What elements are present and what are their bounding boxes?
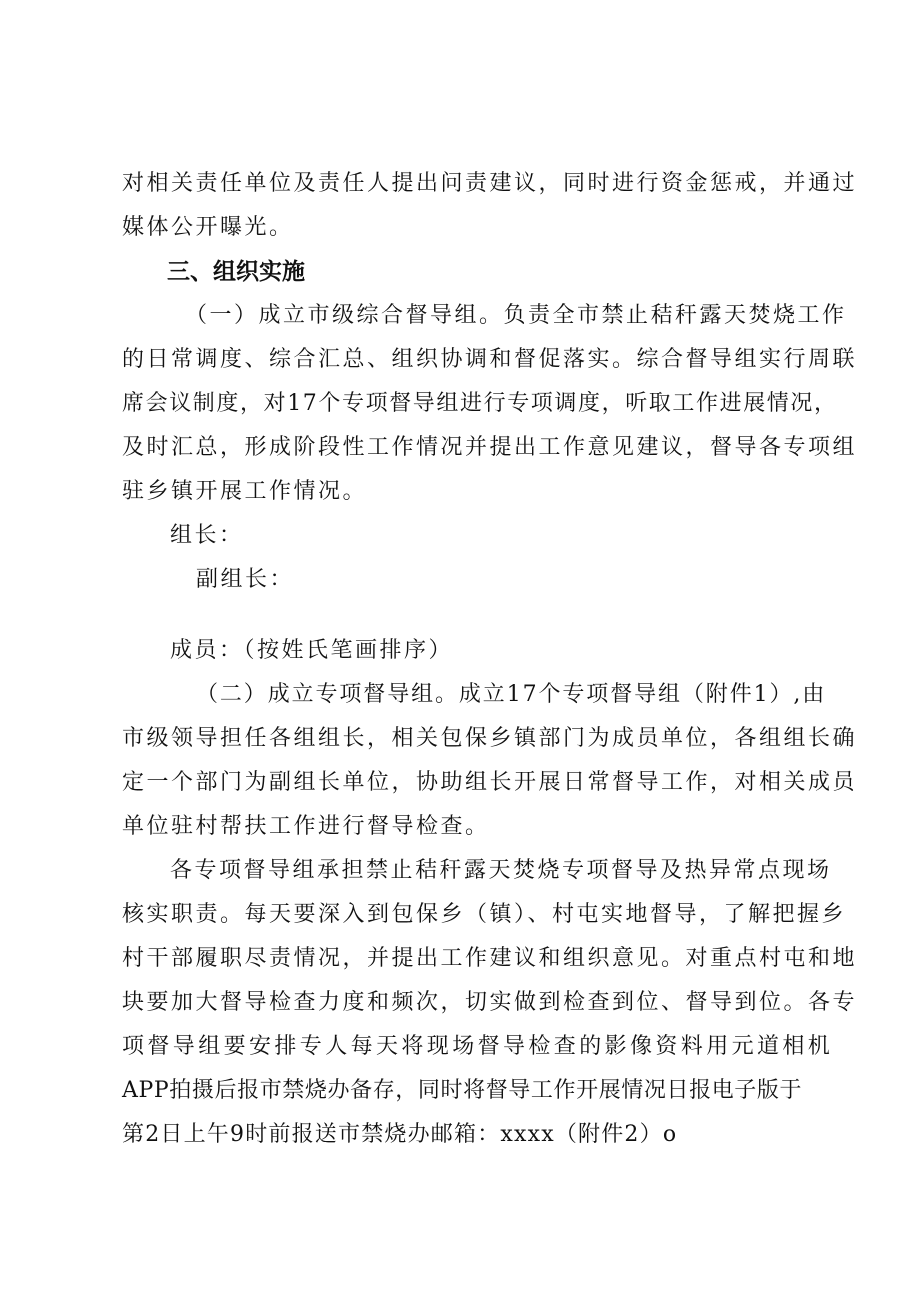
paragraph-line: 市级领导担任各组组长，相关包保乡镇部门为成员单位，各组组长确 (122, 726, 858, 751)
paragraph-line: 项督导组要安排专人每天将现场督导检查的影像资料用元道相机 (122, 1034, 834, 1059)
paragraph-line: （二）成立专项督导组。成立17个专项督导组（附件1）,由 (196, 682, 827, 707)
paragraph-line: 核实职责。每天要深入到包保乡（镇）、村屯实地督导，了解把握乡 (122, 902, 847, 927)
members-label: 成员：（按姓氏笔画排序） (170, 638, 454, 663)
section-heading: 三、组织实施 (167, 259, 305, 285)
paragraph-line: 对相关责任单位及责任人提出问责建议，同时进行资金惩戒，并通过 (122, 171, 858, 196)
paragraph-line: 定一个部门为副组长单位，协助组长开展日常督导工作，对相关成员 (122, 770, 858, 795)
paragraph-line: 及时汇总，形成阶段性工作情况并提出工作意见建议，督导各专项组 (122, 435, 858, 460)
deputy-leader-label: 副组长： (196, 567, 295, 592)
paragraph-line: 各专项督导组承担禁止秸秆露天焚烧专项督导及热异常点现场 (170, 858, 832, 883)
group-leader-label: 组长： (170, 523, 244, 548)
paragraph-line: 第2日上午9时前报送市禁烧办邮箱：xxxx（附件2）o (122, 1122, 678, 1147)
paragraph-line: 媒体公开曝光。 (122, 215, 294, 240)
paragraph-line: （一）成立市级综合督导组。负责全市禁止秸秆露天焚烧工作 (185, 303, 847, 328)
paragraph-line: 驻乡镇开展工作情况。 (122, 479, 368, 504)
paragraph-line: 单位驻村帮扶工作进行督导检查。 (122, 814, 490, 839)
paragraph-line: 的日常调度、综合汇总、组织协调和督促落实。综合督导组实行周联 (122, 347, 858, 372)
paragraph-line: 块要加大督导检查力度和频次，切实做到检查到位、督导到位。各专 (122, 990, 858, 1015)
paragraph-line: APP拍摄后报市禁烧办备存，同时将督导工作开展情况日报电子版于 (122, 1078, 803, 1103)
paragraph-line: 村干部履职尽责情况，并提出工作建议和组织意见。对重点村屯和地 (122, 946, 858, 971)
paragraph-line: 席会议制度，对17个专项督导组进行专项调度，听取工作进展情况， (122, 391, 838, 416)
